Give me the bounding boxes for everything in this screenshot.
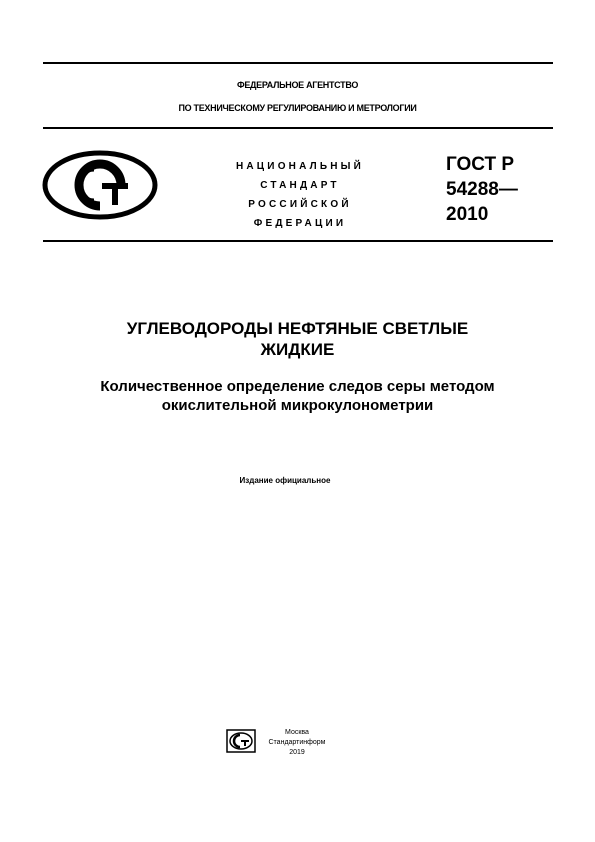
standard-line-2: СТАНДАРТ: [260, 180, 340, 191]
agency-line-2: ПО ТЕХНИЧЕСКОМУ РЕГУЛИРОВАНИЮ И МЕТРОЛОГИИ: [178, 103, 417, 113]
gost-label: ГОСТ Р: [446, 154, 515, 175]
document-title: [40, 318, 555, 360]
standartinform-logo-icon: [226, 729, 256, 758]
standard-line-1: НАЦИОНАЛЬНЫЙ: [235, 161, 365, 172]
standard-rule: [43, 240, 553, 242]
standard-line-4: ФЕДЕРАЦИИ: [253, 218, 347, 229]
subtitle-line-2: окислительной микрокулонометрии: [161, 397, 434, 414]
document-subtitle: [40, 377, 555, 415]
subtitle-line-1: Количественное определение следов серы методом: [100, 378, 495, 395]
publisher-city: Москва: [285, 729, 309, 736]
title-line-2: ЖИДКИЕ: [260, 340, 335, 359]
top-rule: [43, 62, 553, 64]
header-rule: [43, 127, 553, 129]
national-standard-block: [220, 157, 380, 233]
official-edition: Издание официальное: [239, 476, 331, 485]
standard-line-3: РОССИЙСКОЙ: [248, 199, 352, 210]
publisher-name: Стандартинформ: [268, 739, 326, 746]
rst-logo-icon: [42, 150, 158, 225]
title-line-1: УГЛЕВОДОРОДЫ НЕФТЯНЫЕ СВЕТЛЫЕ: [126, 319, 469, 338]
publisher-year: 2019: [289, 749, 305, 756]
gost-year: 2010: [446, 204, 489, 225]
gost-designation: [446, 152, 518, 227]
publisher-block: [262, 728, 332, 758]
gost-number: 54288—: [446, 179, 518, 200]
agency-line-1: ФЕДЕРАЛЬНОЕ АГЕНТСТВО: [236, 80, 359, 90]
